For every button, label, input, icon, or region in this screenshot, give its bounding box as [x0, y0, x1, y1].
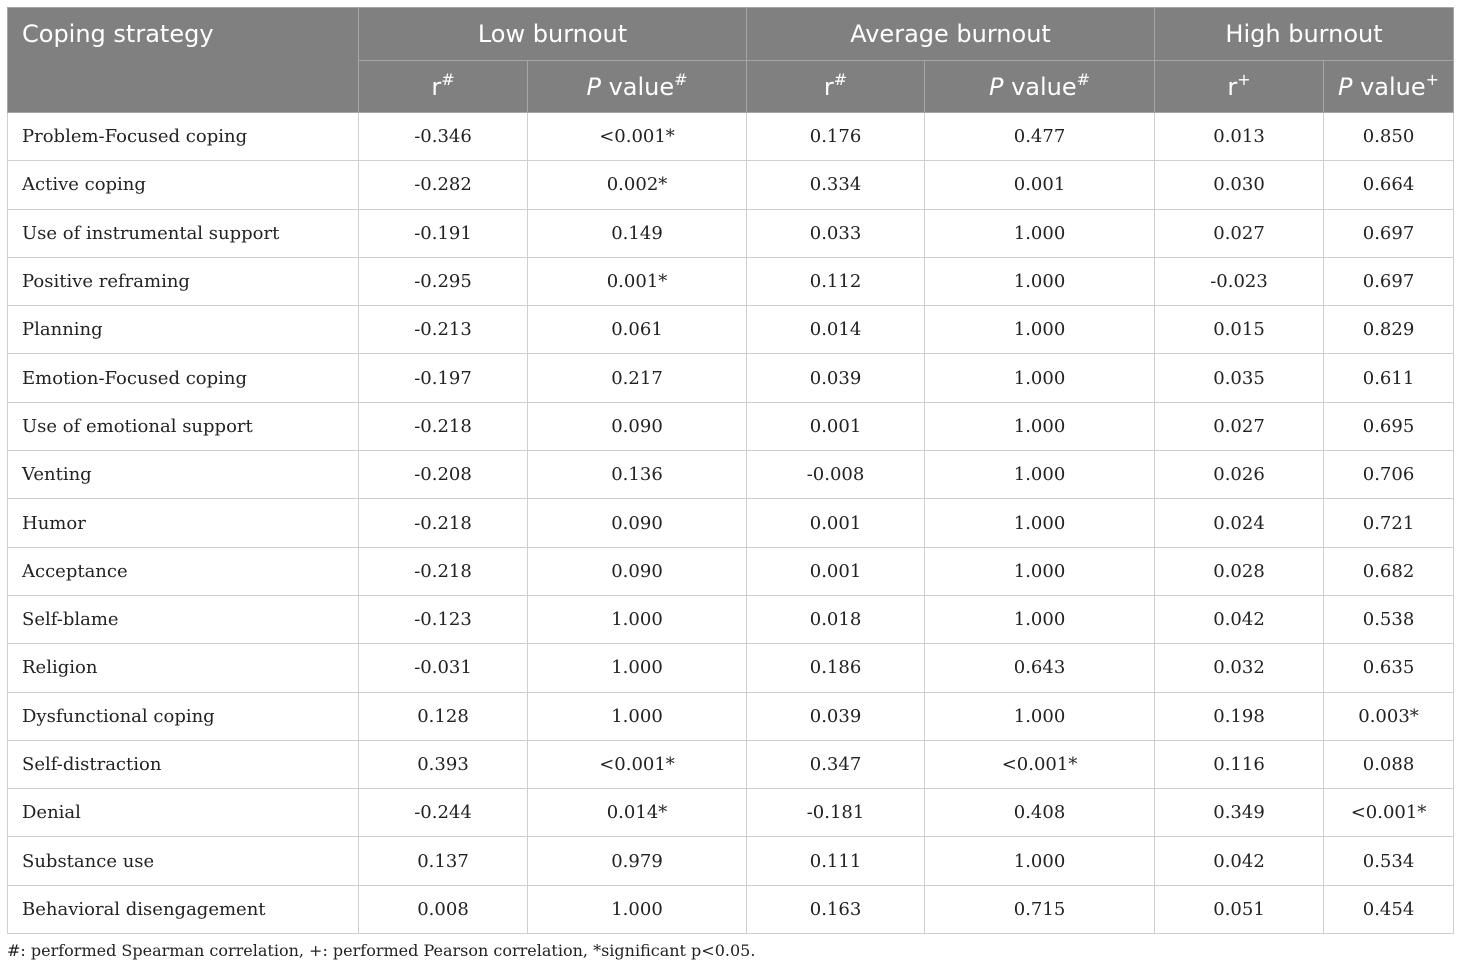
- table-row: [8, 644, 1454, 692]
- cell-avg-p: 1.000: [925, 257, 1155, 305]
- cell-avg-r: 0.039: [747, 692, 925, 740]
- correlation-table-container: [7, 7, 1453, 934]
- cell-strategy: Problem-Focused coping: [8, 113, 359, 161]
- cell-high-p: 0.003*: [1324, 692, 1454, 740]
- header-high-r: [1155, 61, 1324, 113]
- cell-avg-r: 0.186: [747, 644, 925, 692]
- cell-low-p: 0.090: [528, 499, 747, 547]
- cell-strategy: Self-distraction: [8, 740, 359, 788]
- table-header: [8, 8, 1454, 113]
- cell-avg-r: 0.033: [747, 209, 925, 257]
- cell-avg-p: <0.001*: [925, 740, 1155, 788]
- cell-avg-p: 0.001: [925, 161, 1155, 209]
- cell-low-r: -0.282: [359, 161, 528, 209]
- cell-high-r: 0.032: [1155, 644, 1324, 692]
- cell-avg-r: 0.001: [747, 402, 925, 450]
- cell-low-p: 1.000: [528, 885, 747, 933]
- cell-low-p: 0.090: [528, 402, 747, 450]
- header-avg-p: [925, 61, 1155, 113]
- cell-high-p: 0.534: [1324, 837, 1454, 885]
- table-row: [8, 499, 1454, 547]
- header-high-p: [1324, 61, 1454, 113]
- cell-low-r: -0.031: [359, 644, 528, 692]
- cell-high-p: 0.721: [1324, 499, 1454, 547]
- cell-high-p: 0.664: [1324, 161, 1454, 209]
- cell-strategy: Active coping: [8, 161, 359, 209]
- cell-low-p: 0.061: [528, 306, 747, 354]
- cell-avg-r: 0.334: [747, 161, 925, 209]
- cell-low-p: 0.014*: [528, 789, 747, 837]
- cell-strategy: Self-blame: [8, 595, 359, 643]
- cell-avg-p: 1.000: [925, 499, 1155, 547]
- cell-high-p: 0.706: [1324, 451, 1454, 499]
- cell-low-p: 1.000: [528, 644, 747, 692]
- cell-high-r: 0.028: [1155, 547, 1324, 595]
- cell-avg-r: 0.347: [747, 740, 925, 788]
- cell-low-p: 0.001*: [528, 257, 747, 305]
- cell-strategy: Planning: [8, 306, 359, 354]
- table-row: [8, 789, 1454, 837]
- header-low-r: [359, 61, 528, 113]
- cell-low-p: 0.136: [528, 451, 747, 499]
- p-symbol: P: [586, 72, 601, 101]
- cell-low-p: 1.000: [528, 595, 747, 643]
- table-body: [8, 113, 1454, 934]
- r-symbol: r: [823, 72, 834, 101]
- value-word: value: [1352, 72, 1426, 101]
- value-word: value: [1003, 72, 1077, 101]
- cell-low-r: 0.137: [359, 837, 528, 885]
- cell-high-r: 0.042: [1155, 837, 1324, 885]
- cell-strategy: Dysfunctional coping: [8, 692, 359, 740]
- cell-high-r: 0.013: [1155, 113, 1324, 161]
- cell-avg-p: 1.000: [925, 547, 1155, 595]
- cell-low-r: 0.128: [359, 692, 528, 740]
- cell-avg-p: 1.000: [925, 306, 1155, 354]
- table-row: [8, 547, 1454, 595]
- coping-burnout-correlation-table: [7, 7, 1454, 934]
- cell-strategy: Behavioral disengagement: [8, 885, 359, 933]
- cell-high-r: 0.349: [1155, 789, 1324, 837]
- spearman-mark: #: [1076, 69, 1091, 89]
- table-footnote: #: performed Spearman correlation, +: performed Pearson correlation, *significant p<0.05.: [7, 941, 756, 960]
- cell-high-p: 0.454: [1324, 885, 1454, 933]
- header-low-burnout: Low burnout: [359, 8, 747, 61]
- cell-strategy: Humor: [8, 499, 359, 547]
- cell-low-p: <0.001*: [528, 113, 747, 161]
- cell-high-r: 0.027: [1155, 209, 1324, 257]
- cell-strategy: Use of emotional support: [8, 402, 359, 450]
- cell-high-p: 0.695: [1324, 402, 1454, 450]
- cell-strategy: Denial: [8, 789, 359, 837]
- cell-low-r: -0.208: [359, 451, 528, 499]
- table-row: [8, 257, 1454, 305]
- cell-high-r: 0.035: [1155, 354, 1324, 402]
- cell-avg-p: 1.000: [925, 402, 1155, 450]
- cell-avg-r: 0.112: [747, 257, 925, 305]
- cell-high-p: 0.611: [1324, 354, 1454, 402]
- table-row: [8, 113, 1454, 161]
- cell-low-r: 0.008: [359, 885, 528, 933]
- cell-avg-p: 0.643: [925, 644, 1155, 692]
- header-coping-strategy: Coping strategy: [8, 8, 359, 113]
- cell-high-p: 0.682: [1324, 547, 1454, 595]
- cell-avg-r: -0.008: [747, 451, 925, 499]
- cell-high-r: 0.042: [1155, 595, 1324, 643]
- pearson-mark: +: [1425, 69, 1440, 89]
- cell-low-p: <0.001*: [528, 740, 747, 788]
- cell-avg-r: 0.111: [747, 837, 925, 885]
- table-row: [8, 354, 1454, 402]
- header-high-burnout: High burnout: [1155, 8, 1454, 61]
- cell-avg-r: 0.176: [747, 113, 925, 161]
- table-row: [8, 306, 1454, 354]
- cell-low-p: 0.002*: [528, 161, 747, 209]
- table-row: [8, 402, 1454, 450]
- table-row: [8, 595, 1454, 643]
- cell-low-r: -0.191: [359, 209, 528, 257]
- cell-avg-p: 1.000: [925, 692, 1155, 740]
- cell-strategy: Religion: [8, 644, 359, 692]
- cell-high-r: 0.024: [1155, 499, 1324, 547]
- cell-avg-p: 0.408: [925, 789, 1155, 837]
- table-row: [8, 740, 1454, 788]
- spearman-mark: #: [441, 69, 455, 89]
- pearson-mark: +: [1237, 69, 1251, 89]
- cell-low-r: -0.197: [359, 354, 528, 402]
- cell-high-r: 0.027: [1155, 402, 1324, 450]
- cell-low-p: 0.149: [528, 209, 747, 257]
- cell-high-p: 0.538: [1324, 595, 1454, 643]
- cell-strategy: Acceptance: [8, 547, 359, 595]
- header-avg-r: [747, 61, 925, 113]
- cell-high-p: <0.001*: [1324, 789, 1454, 837]
- cell-high-p: 0.697: [1324, 209, 1454, 257]
- cell-high-p: 0.829: [1324, 306, 1454, 354]
- cell-avg-p: 1.000: [925, 209, 1155, 257]
- cell-low-p: 0.979: [528, 837, 747, 885]
- cell-strategy: Substance use: [8, 837, 359, 885]
- header-row-groups: [8, 8, 1454, 61]
- table-row: [8, 161, 1454, 209]
- cell-avg-p: 0.715: [925, 885, 1155, 933]
- cell-high-r: 0.051: [1155, 885, 1324, 933]
- cell-high-p: 0.088: [1324, 740, 1454, 788]
- cell-avg-r: 0.001: [747, 499, 925, 547]
- cell-avg-r: 0.018: [747, 595, 925, 643]
- r-symbol: r: [1227, 72, 1238, 101]
- table-row: [8, 209, 1454, 257]
- cell-high-r: 0.198: [1155, 692, 1324, 740]
- spearman-mark: #: [833, 69, 848, 89]
- cell-low-r: -0.244: [359, 789, 528, 837]
- cell-strategy: Use of instrumental support: [8, 209, 359, 257]
- cell-low-r: -0.218: [359, 402, 528, 450]
- cell-avg-p: 0.477: [925, 113, 1155, 161]
- cell-avg-r: 0.001: [747, 547, 925, 595]
- header-low-p: [528, 61, 747, 113]
- cell-avg-r: 0.163: [747, 885, 925, 933]
- cell-high-p: 0.850: [1324, 113, 1454, 161]
- cell-high-r: 0.116: [1155, 740, 1324, 788]
- cell-low-r: -0.346: [359, 113, 528, 161]
- cell-high-r: -0.023: [1155, 257, 1324, 305]
- value-word: value: [600, 72, 675, 101]
- cell-avg-r: -0.181: [747, 789, 925, 837]
- table-row: [8, 837, 1454, 885]
- cell-low-r: -0.123: [359, 595, 528, 643]
- cell-avg-p: 1.000: [925, 451, 1155, 499]
- cell-strategy: Venting: [8, 451, 359, 499]
- cell-low-p: 1.000: [528, 692, 747, 740]
- table-row: [8, 451, 1454, 499]
- cell-low-r: -0.213: [359, 306, 528, 354]
- cell-high-r: 0.026: [1155, 451, 1324, 499]
- p-symbol: P: [988, 72, 1004, 101]
- spearman-mark: #: [674, 69, 688, 89]
- cell-low-r: 0.393: [359, 740, 528, 788]
- cell-avg-p: 1.000: [925, 595, 1155, 643]
- r-symbol: r: [431, 72, 442, 101]
- cell-strategy: Positive reframing: [8, 257, 359, 305]
- table-row: [8, 692, 1454, 740]
- header-average-burnout: Average burnout: [747, 8, 1155, 61]
- cell-avg-p: 1.000: [925, 354, 1155, 402]
- cell-high-p: 0.635: [1324, 644, 1454, 692]
- cell-high-r: 0.015: [1155, 306, 1324, 354]
- cell-avg-p: 1.000: [925, 837, 1155, 885]
- cell-avg-r: 0.014: [747, 306, 925, 354]
- p-symbol: P: [1337, 72, 1353, 101]
- cell-high-r: 0.030: [1155, 161, 1324, 209]
- table-row: [8, 885, 1454, 933]
- cell-low-r: -0.295: [359, 257, 528, 305]
- cell-low-p: 0.217: [528, 354, 747, 402]
- cell-low-r: -0.218: [359, 547, 528, 595]
- cell-low-p: 0.090: [528, 547, 747, 595]
- cell-low-r: -0.218: [359, 499, 528, 547]
- cell-strategy: Emotion-Focused coping: [8, 354, 359, 402]
- cell-avg-r: 0.039: [747, 354, 925, 402]
- cell-high-p: 0.697: [1324, 257, 1454, 305]
